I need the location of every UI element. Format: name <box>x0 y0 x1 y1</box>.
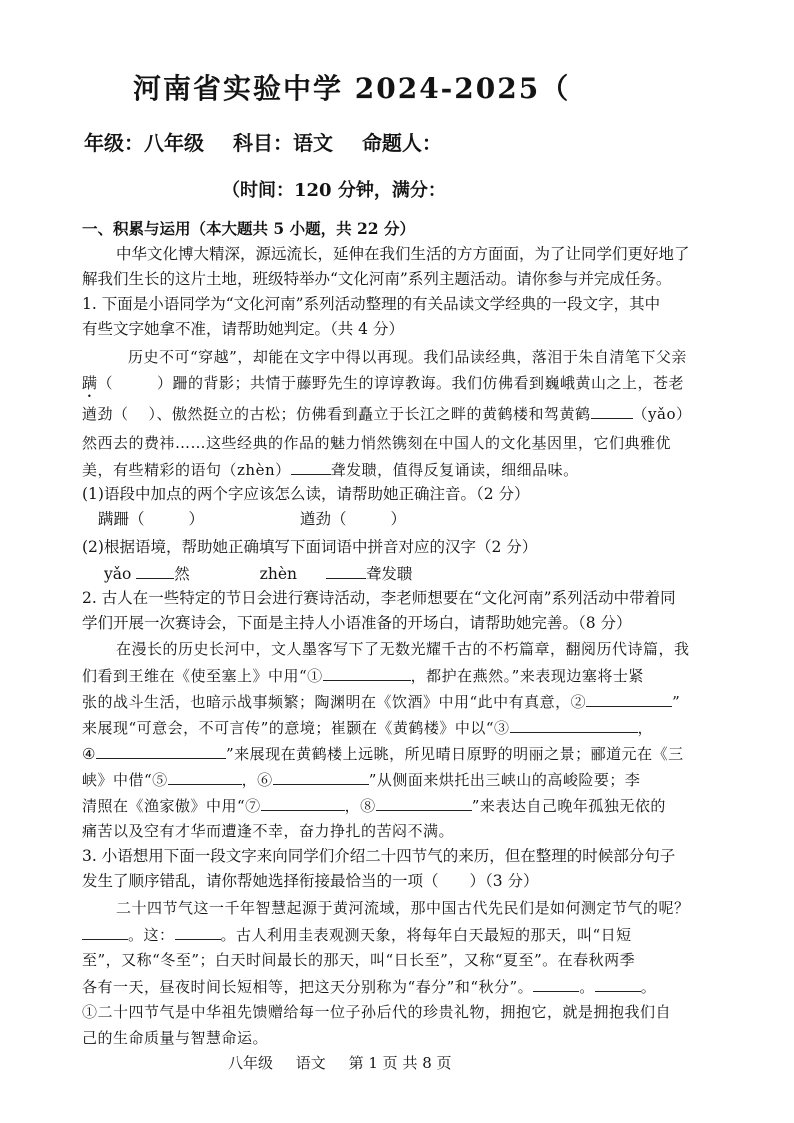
q2-line-6b: ，⑥ <box>241 771 273 789</box>
q2-line-3b: ” <box>672 693 681 711</box>
q2-stem-2: 学们开展一次赛诗会，下面是主持人小语准备的开场白，请帮助她完善。（8 分） <box>82 614 632 632</box>
poem-blank-6[interactable] <box>273 768 369 785</box>
q2-line-3 <box>82 690 680 713</box>
q2-line-7b: ，⑧ <box>344 797 376 815</box>
q1-passage-1: 历史不可“穿越”，却能在文字中得以再现。我们品读经典，落泪于朱自清笔下父亲 <box>128 348 687 366</box>
poem-blank-1[interactable] <box>323 664 411 681</box>
author-label: 命题人： <box>361 131 442 155</box>
exam-time: （时间：120 分钟，满分： <box>222 180 446 201</box>
q1-sub2: (2)根据语境，帮助她正确填写下面词语中拼音对应的汉字（2 分） <box>82 538 538 556</box>
q1-pinyin-row <box>104 562 412 585</box>
q1-passage-5a: 美，有些精彩的语句（zhèn） <box>82 461 291 479</box>
subject-label: 科目：语文 <box>232 131 333 155</box>
q2-line-6c: ”从侧面来烘托出三峡山的高峻险要；李 <box>368 771 641 789</box>
exam-title: 河南省实验中学 2024-2025（ <box>133 72 571 105</box>
q2-line-4b: ， <box>637 719 654 737</box>
q3-line-2b: 。古人利用圭表观测天象，将每年白天最短的那天，叫“日短 <box>220 926 632 944</box>
q1-stem-1: 1. 下面是小语同学为“文化河南”系列活动整理的有关品读文学经典的一段文字，其中 <box>82 295 661 313</box>
q3-stem-2: 发生了顺序错乱，请你帮她选择衔接最恰当的一项（ ）（3 分） <box>82 872 539 890</box>
answer-zhen[interactable] <box>326 562 366 579</box>
q1-passage-3a: 遒劲（ <box>82 405 129 423</box>
q3-line-3: 至”，又称“冬至”；白天时间最长的那天，叫“日长至”，又称“夏至”。在春秋两季 <box>82 951 636 969</box>
q1-passage-3b: ）、傲然挺立的古松；仿佛看到矗立于长江之畔的黄鹤楼和驾黄鹤 <box>148 405 591 423</box>
q1-passage-2b: ）跚的背影；共情于藤野先生的谆谆教诲。我们仿佛看到巍峨黄山之上，苍老 <box>157 374 685 392</box>
q3-line-4c: 。 <box>640 978 657 996</box>
footer-subject: 语文 <box>295 1054 326 1072</box>
grade-label: 年级：八年级 <box>84 131 204 155</box>
q1-word2-text: 遒劲（ <box>300 510 347 528</box>
q2-line-7a: 清照在《渔家傲》中用“⑦ <box>82 797 261 815</box>
q2-line-8: 痛苦以及空有才华而遭逢不幸，奋力挣扎的苦闷不满。 <box>82 822 455 840</box>
poem-blank-5[interactable] <box>168 768 242 785</box>
order-blank-4[interactable] <box>595 975 641 992</box>
q3-line-1: 二十四节气这一千年智慧起源于黄河流域，那中国古代先民们是如何测定节气的呢？ <box>116 899 690 917</box>
q2-line-2b: ，都护在燕然。”来表现边塞将士紧 <box>410 667 644 685</box>
q2-line-4a: 来展现“可意会，不可言传”的意境；崔颢在《黄鹤楼》中以“③ <box>82 719 510 737</box>
q2-line-1: 在漫长的历史长河中，文人墨客写下了无数光耀千古的不朽篇章，翻阅历代诗篇，我 <box>116 640 690 658</box>
q2-line-5 <box>82 742 684 765</box>
answer-yao[interactable] <box>136 562 174 579</box>
word-longfakui: 聋发聩 <box>365 565 413 583</box>
q1-passage-5 <box>82 458 579 481</box>
footer-page-number: 第 1 页 共 8 页 <box>348 1054 452 1072</box>
q2-line-4 <box>82 716 653 739</box>
poem-blank-4[interactable] <box>96 742 226 759</box>
q1-word1-close: ） <box>188 510 205 528</box>
q3-line-5: ①二十四节气是中华祖先馈赠给每一位子孙后代的珍贵礼物，拥抱它，就是拥抱我们自 <box>82 1003 672 1021</box>
poem-blank-2[interactable] <box>586 690 672 707</box>
q3-line-2a: 。这： <box>128 926 175 944</box>
q3-stem-1: 3. 小语想用下面一段文字来向同学们介绍二十四节气的来历，但在整理的时候部分句子 <box>82 847 676 865</box>
q1-sub1: (1)语段中加点的两个字应该怎么读，请帮助她正确注音。（2 分） <box>82 485 530 503</box>
order-blank-3[interactable] <box>533 975 579 992</box>
q1-passage-2a: 蹒（ <box>82 374 114 392</box>
exam-meta <box>84 132 464 154</box>
q1-stem-2: 有些文字她拿不准，请帮助她判定。（共 4 分） <box>82 320 404 338</box>
q2-line-2 <box>82 664 644 687</box>
q1-word2-close: ） <box>390 510 407 528</box>
poem-blank-7[interactable] <box>261 794 345 811</box>
q2-line-3a: 张的战斗生活，也暗示战事频繁；陶渊明在《饮酒》中用“此中有真意，② <box>82 693 587 711</box>
q1-word1-text: 蹒跚（ <box>98 510 145 528</box>
section1-heading: 一、积累与运用（本大题共 5 小题，共 22 分） <box>82 219 415 238</box>
q2-stem-1: 2. 古人在一些特定的节日会进行赛诗活动，李老师想要在“文化河南”系列活动中带着同 <box>82 589 676 607</box>
q2-line-5b: ”来展现在黄鹤楼上远眺，所见晴日原野的明丽之景；郦道元在《三 <box>225 745 684 763</box>
q1-passage-2 <box>82 372 684 401</box>
section1-intro-2: 解我们生长的这片土地，班级特举办“文化河南”系列主题活动。请你参与并完成任务。 <box>82 270 672 288</box>
poem-blank-8[interactable] <box>376 794 472 811</box>
q1-passage-3c: （yǎo） <box>632 405 692 423</box>
q1-passage-4: 然西去的费祎……这些经典的作品的魅力悄然镌刻在中国人的文化基因里，它们典雅优 <box>82 434 672 452</box>
order-blank-1[interactable] <box>82 923 128 940</box>
q3-line-2 <box>82 923 632 946</box>
poem-blank-3[interactable] <box>510 716 638 733</box>
q1-passage-5b: 聋发聩，值得反复诵读，细细品味。 <box>330 461 579 479</box>
blank-yao[interactable] <box>591 402 633 419</box>
q3-line-4 <box>82 975 656 998</box>
q2-line-7 <box>82 794 666 817</box>
q2-line-5a: ④ <box>82 745 96 763</box>
pinyin-yao: yǎo <box>104 565 132 583</box>
q3-line-4b: 。 <box>579 978 595 996</box>
order-blank-2[interactable] <box>175 923 221 940</box>
blank-zhen[interactable] <box>291 458 331 475</box>
q1-word2 <box>300 508 406 530</box>
q3-line-4a: 各有一天，昼夜时间长短相等，把这天分别称为“春分”和“秋分”。 <box>82 978 534 996</box>
q3-line-6: 己的生命质量与智慧命运。 <box>82 1029 269 1047</box>
q2-line-2a: 们看到王维在《使至塞上》中用“① <box>82 667 323 685</box>
q1-passage-3 <box>82 402 691 425</box>
q2-line-6a: 峡》中借“⑤ <box>82 771 168 789</box>
q1-word1 <box>98 508 204 530</box>
section1-intro-1: 中华文化博大精深，源远流长，延伸在我们生活的方方面面，为了让同学们更好地了 <box>116 245 690 263</box>
word-ran: 然 <box>174 565 190 583</box>
pinyin-zhen: zhèn <box>259 565 297 583</box>
page-footer <box>228 1052 470 1074</box>
footer-grade: 八年级 <box>228 1054 274 1072</box>
q2-line-7c: ”来表达自己晚年孤独无依的 <box>471 797 666 815</box>
q2-line-6 <box>82 768 640 791</box>
